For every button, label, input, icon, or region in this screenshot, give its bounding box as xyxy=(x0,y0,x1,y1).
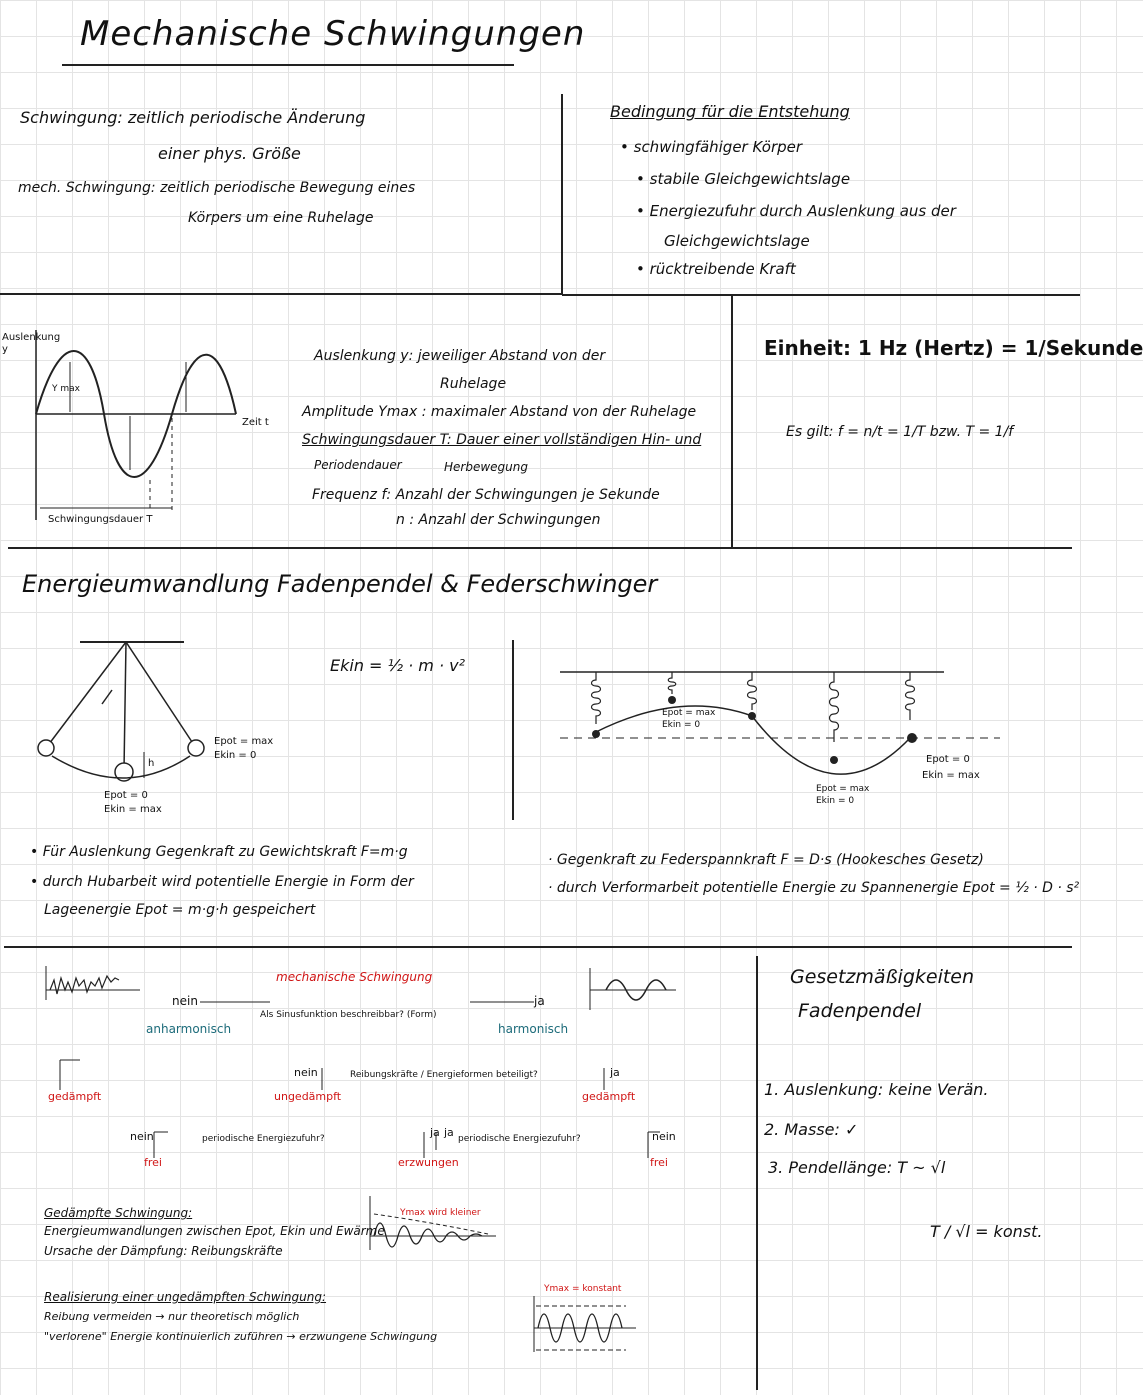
tree-frei-left: frei xyxy=(144,1156,162,1169)
pendulum-bottom-label-2: Ekin = max xyxy=(104,804,162,815)
spring-mid-label-2: Ekin = 0 xyxy=(662,720,701,730)
condition-item: • Energiezufuhr durch Auslenkung aus der xyxy=(636,202,956,220)
forced-graph-label: Ymax = konstant xyxy=(544,1284,622,1294)
definition-line: Schwingungsdauer T: Dauer einer vollständigen Hin- und xyxy=(302,432,702,448)
definition-line: Amplitude Ymax : maximaler Abstand von der Ruhelage xyxy=(302,404,697,420)
undamped-line-1: Reibung vermeiden → nur theoretisch möglich xyxy=(44,1310,300,1323)
spring-right-label: Epot = 0 xyxy=(926,754,970,765)
tree-gedaempft-right: gedämpft xyxy=(582,1090,636,1103)
tree-root: mechanische Schwingung xyxy=(276,970,433,984)
damped-heading: Gedämpfte Schwingung: xyxy=(44,1206,193,1220)
laws-heading-2: Fadenpendel xyxy=(798,1000,922,1022)
spring-text-1: · Gegenkraft zu Federspannkraft F = D·s (Hookesches Gesetz) xyxy=(548,852,984,868)
damped-line-1: Energieumwandlungen zwischen Epot, Ekin und Ewärme xyxy=(44,1224,385,1238)
tree-erzwungen: erzwungen xyxy=(398,1156,459,1169)
definition-line: Ruhelage xyxy=(440,376,507,392)
laws-item-1: 1. Auslenkung: keine Verän. xyxy=(764,1080,989,1099)
intro-line-2: einer phys. Größe xyxy=(158,144,301,163)
period-label: Schwingungsdauer T xyxy=(48,514,153,525)
tree-question-1: Als Sinusfunktion beschreibbar? (Form) xyxy=(260,1010,437,1020)
tree-anharmonic: anharmonisch xyxy=(146,1022,232,1036)
intro-line-4: Körpers um eine Ruhelage xyxy=(188,210,374,226)
definition-line: Auslenkung y: jeweiliger Abstand von der xyxy=(314,348,606,364)
pendulum-h-label: h xyxy=(148,758,155,769)
spring-right-label-2: Ekin = max xyxy=(922,770,980,781)
pendulum-text-3: Lageenergie Epot = m·g·h gespeichert xyxy=(44,902,316,918)
frequency-relation: Es gilt: f = n/t = 1/T bzw. T = 1/f xyxy=(786,424,1014,440)
condition-item: • stabile Gleichgewichtslage xyxy=(636,170,851,188)
x-axis-label: Zeit t xyxy=(242,417,269,428)
spring-low-label-2: Ekin = 0 xyxy=(816,796,855,806)
pendulum-top-label-2: Ekin = 0 xyxy=(214,750,257,761)
intro-line-3: mech. Schwingung: zeitlich periodische Bewegung eines xyxy=(18,180,416,196)
definition-line: n : Anzahl der Schwingungen xyxy=(396,512,601,528)
pendulum-text-1: • Für Auslenkung Gegenkraft zu Gewichtskraft F=m·g xyxy=(30,844,408,860)
condition-item: • rücktreibende Kraft xyxy=(636,260,796,278)
condition-item: • schwingfähiger Körper xyxy=(620,138,803,156)
unit-definition: Einheit: 1 Hz (Hertz) = 1/Sekunde xyxy=(764,336,1143,360)
y-axis-label: Auslenkung y xyxy=(2,332,61,355)
conditions-heading: Bedingung für die Entstehung xyxy=(610,102,850,121)
tree-question-2: Reibungskräfte / Energieformen beteiligt? xyxy=(350,1070,538,1080)
spring-text-2: · durch Verformarbeit potentielle Energie zu Spannenergie Epot = ½ · D · s² xyxy=(548,880,1080,896)
tree-gedaempft-left: gedämpft xyxy=(48,1090,102,1103)
tree-no-2: nein xyxy=(294,1066,318,1079)
energy-heading: Energieumwandlung Fadenpendel & Federschwinger xyxy=(22,570,658,598)
tree-no-3: nein xyxy=(130,1130,154,1143)
laws-item-4: T / √l = konst. xyxy=(930,1222,1043,1241)
pendulum-top-label: Epot = max xyxy=(214,736,274,747)
tree-yes-2: ja xyxy=(610,1066,620,1079)
damped-line-2: Ursache der Dämpfung: Reibungskräfte xyxy=(44,1244,283,1258)
tree-yes-3a: ja xyxy=(430,1126,440,1139)
tree-yes-3b: ja xyxy=(444,1126,454,1139)
laws-item-3: 3. Pendellänge: T ~ √l xyxy=(768,1158,946,1177)
definition-line: Herbewegung xyxy=(444,460,528,474)
laws-item-2: 2. Masse: ✓ xyxy=(764,1120,859,1139)
ekin-formula: Ekin = ½ · m · v² xyxy=(330,656,466,675)
pendulum-bottom-label: Epot = 0 xyxy=(104,790,148,801)
tree-frei-right: frei xyxy=(650,1156,668,1169)
definition-line: Frequenz f: Anzahl der Schwingungen je Sekunde xyxy=(312,487,660,503)
tree-harmonic: harmonisch xyxy=(498,1022,569,1036)
page-title: Mechanische Schwingungen xyxy=(80,14,586,54)
undamped-line-2: "verlorene" Energie kontinuierlich zuführen → erzwungene Schwingung xyxy=(44,1330,438,1343)
pendulum-text-2: • durch Hubarbeit wird potentielle Energie in Form der xyxy=(30,874,414,890)
definition-line: Periodendauer xyxy=(314,458,402,472)
damped-graph-label: Ymax wird kleiner xyxy=(400,1208,481,1218)
condition-item-cont: Gleichgewichtslage xyxy=(664,232,810,250)
undamped-heading: Realisierung einer ungedämpften Schwingung: xyxy=(44,1290,327,1304)
tree-question-3a: periodische Energiezufuhr? xyxy=(202,1134,325,1144)
tree-ungedaempft: ungedämpft xyxy=(274,1090,342,1103)
spring-mid-label: Epot = max xyxy=(662,708,716,718)
spring-low-label: Epot = max xyxy=(816,784,870,794)
tree-question-3b: periodische Energiezufuhr? xyxy=(458,1134,581,1144)
intro-line-1: Schwingung: zeitlich periodische Änderung xyxy=(20,108,366,127)
tree-no-4: nein xyxy=(652,1130,676,1143)
ymax-label: Y max xyxy=(52,384,80,394)
laws-heading-1: Gesetzmäßigkeiten xyxy=(790,966,975,988)
tree-yes-1: ja xyxy=(534,994,545,1008)
tree-no-1: nein xyxy=(172,994,198,1008)
